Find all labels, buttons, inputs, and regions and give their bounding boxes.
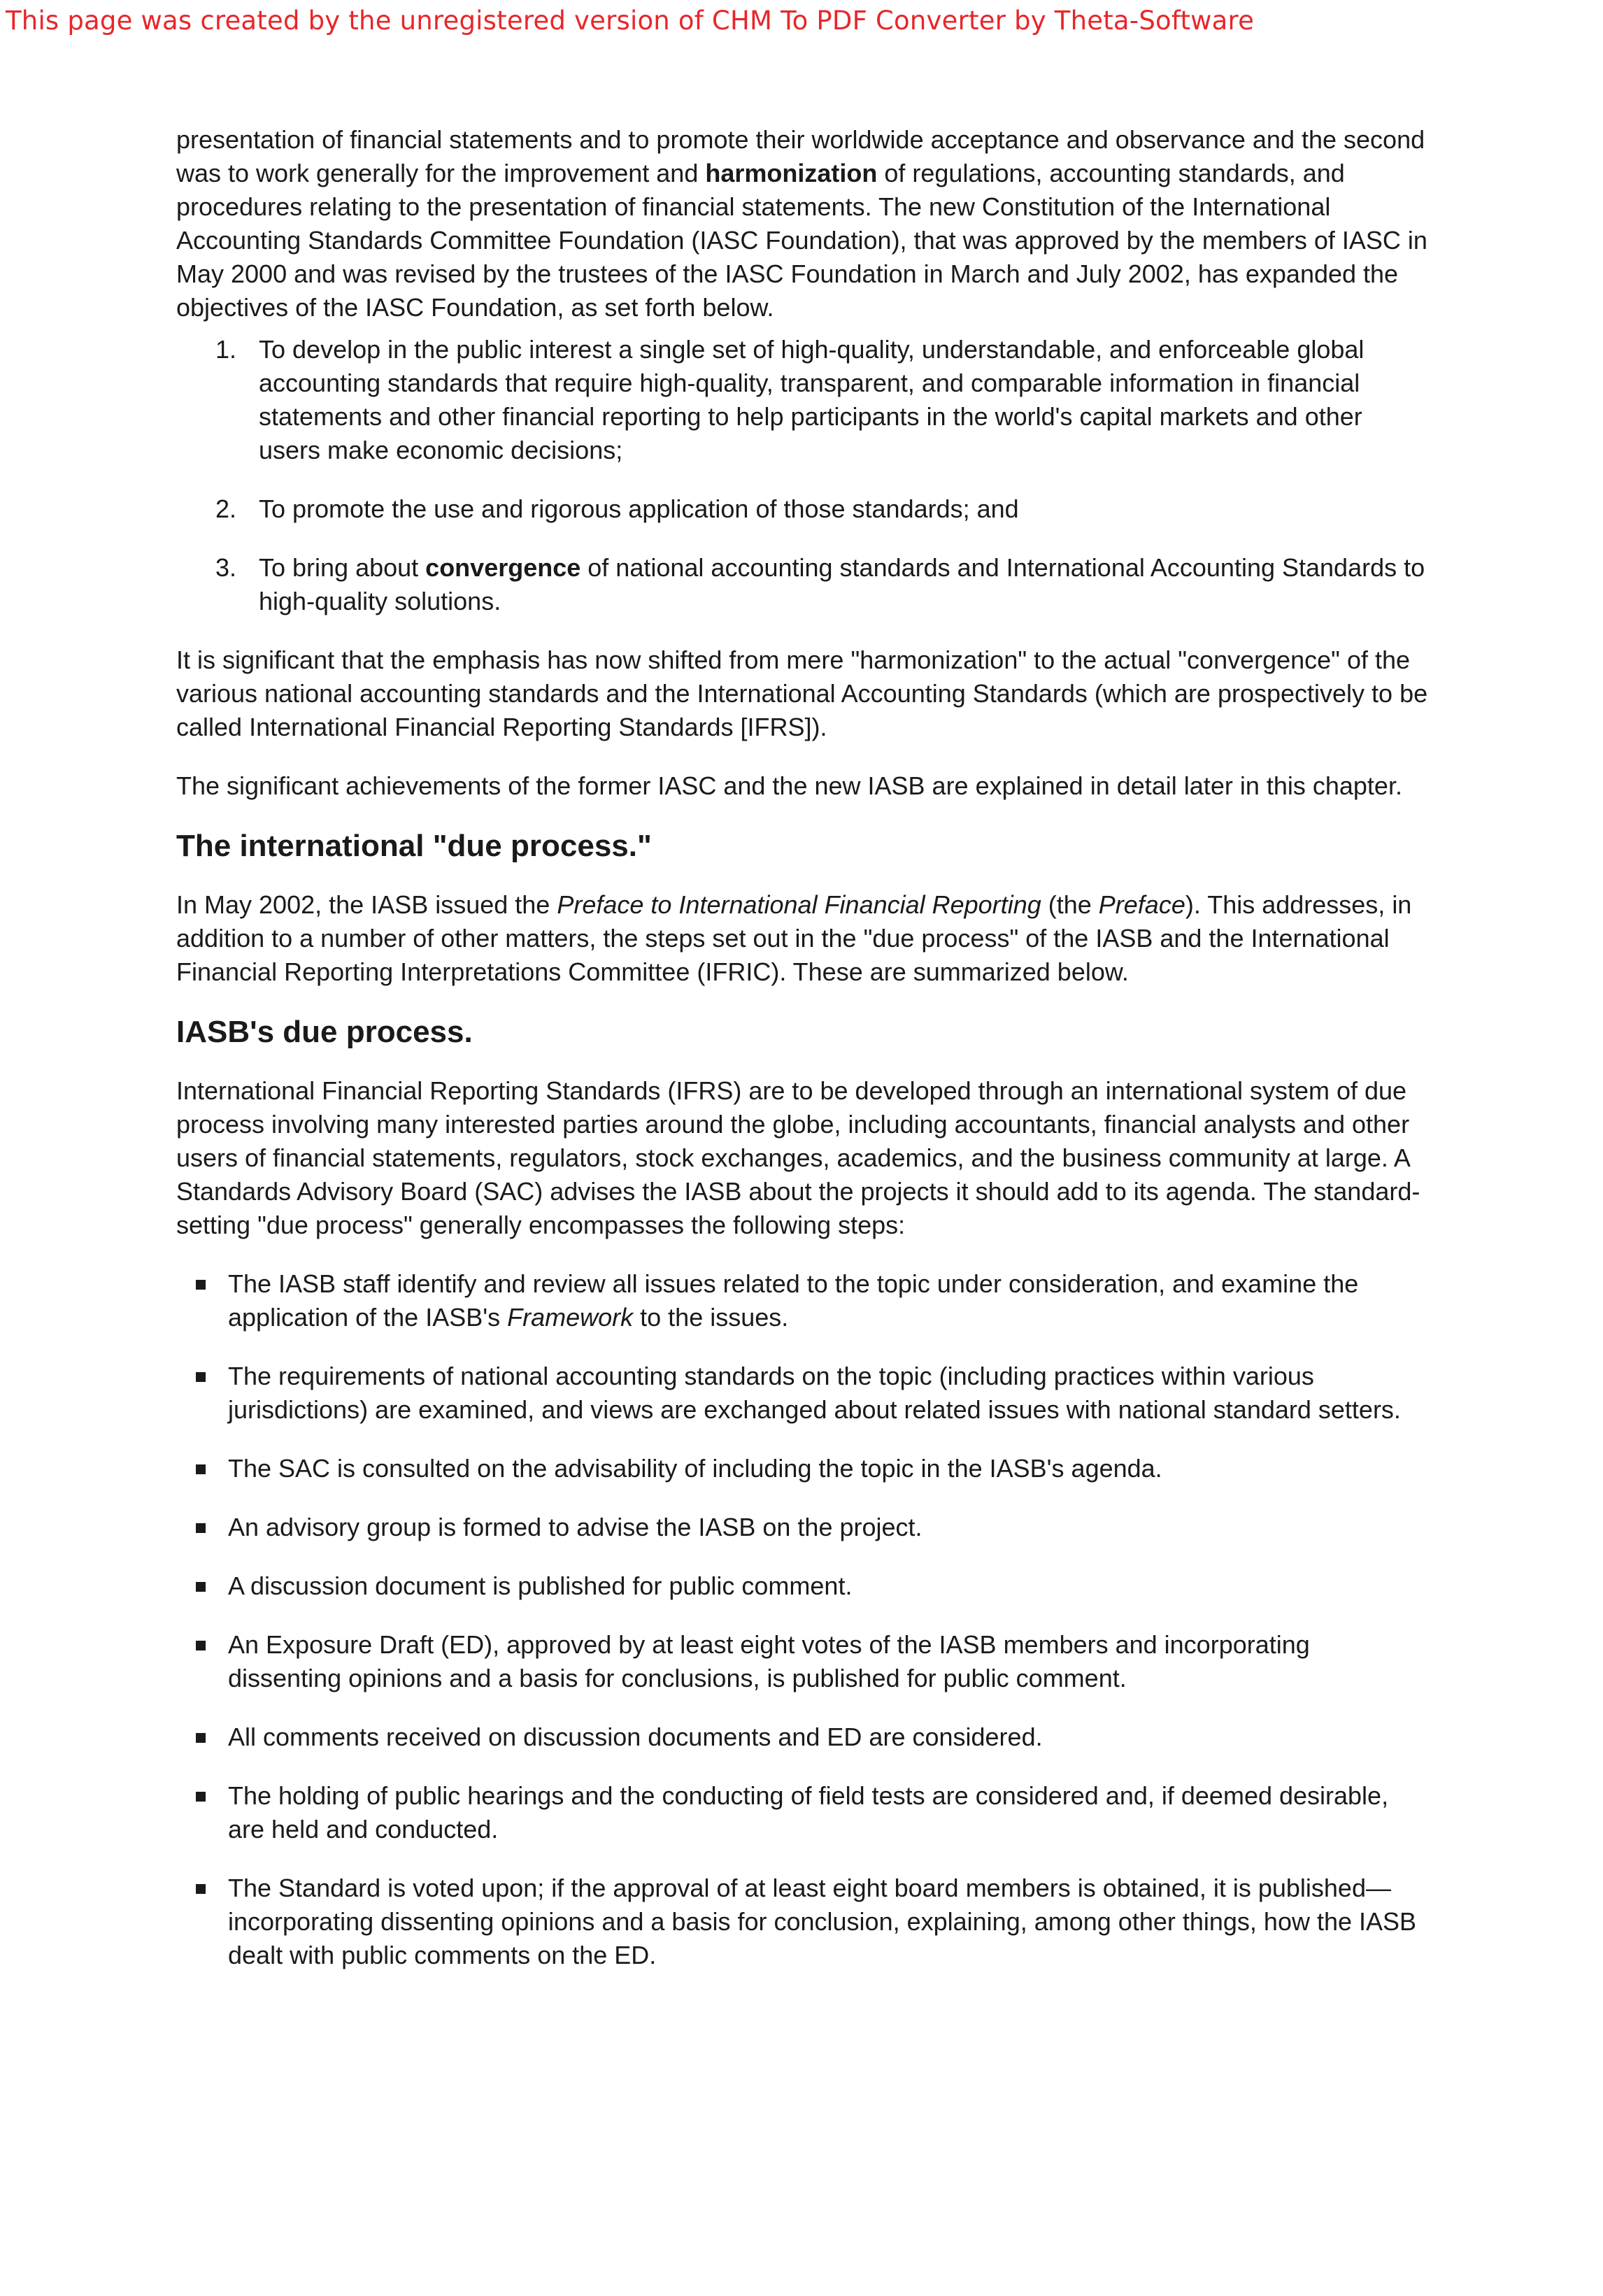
intro-text-1: presentation of financial statements and to promote their worldwide acceptance and observance and the second was to work generally for the improvement and [176, 125, 1425, 187]
preface-paragraph [176, 888, 1428, 989]
square-bullet-icon [196, 1523, 206, 1533]
heading-iasb-due-process: IASB's due process. [176, 1015, 473, 1049]
list-item-text: To develop in the public interest a single set of high-quality, understandable, and enforceable global accounting standards that require high-quality, transparent, and comparable information in financial statements and other financial reporting to help participants in the world's capital markets and other users make economic decisions; [259, 335, 1365, 464]
list-item-text: A discussion document is published for public comment. [228, 1571, 853, 1600]
achievements-paragraph: The significant achievements of the former IASC and the new IASB are explained in detail later in this chapter. [176, 771, 1402, 800]
convergence-term: convergence [425, 553, 581, 582]
list-item-text: To promote the use and rigorous application of those standards; and [259, 494, 1019, 523]
square-bullet-icon [196, 1372, 206, 1382]
harmonization-term: harmonization [705, 159, 878, 187]
objectives-list [176, 333, 1428, 618]
list-item [176, 1452, 1428, 1485]
steps-list [176, 1267, 1428, 1972]
list-item [176, 1267, 1428, 1334]
list-number: 3. [215, 553, 237, 582]
square-bullet-icon [196, 1792, 206, 1802]
list-number: 2. [215, 494, 237, 523]
list-item-text: The SAC is consulted on the advisability of including the topic in the IASB's agenda. [228, 1454, 1162, 1483]
document-body [176, 123, 1428, 1997]
list-item [176, 1360, 1428, 1427]
list-item-text: An advisory group is formed to advise the IASB on the project. [228, 1513, 922, 1541]
intro-paragraph [176, 123, 1428, 325]
ifrs-paragraph: International Financial Reporting Standards (IFRS) are to be developed through an international system of due process involving many interested parties around the globe, including accountants, financial analysts and other users of financial statements, regulators, stock exchanges, academics, and the business community at large. A Standards Advisory Board (SAC) advises the IASB about the projects it should add to its agenda. The standard-setting "due process" generally encompasses the following steps: [176, 1076, 1420, 1239]
list-item-text: of national accounting standards and International Accounting Standards to high-quality solutions. [259, 553, 1425, 615]
preface-text-3: ). This addresses, in addition to a number of other matters, the steps set out in the "due process" of the IASB and the International Financial Reporting Interpretations Committee (IFRIC). These are summarized below. [176, 890, 1412, 986]
list-item [176, 333, 1428, 467]
list-item [176, 1871, 1428, 1972]
list-item-text: to the issues. [633, 1303, 789, 1332]
emphasis-paragraph: It is significant that the emphasis has now shifted from mere "harmonization" to the actual "convergence" of the various national accounting standards and the International Accounting Standards (which are prospectively to be called International Financial Reporting Standards [IFRS]). [176, 646, 1428, 741]
intro-text-2: of regulations, accounting standards, and procedures relating to the presentation of financial statements. The new Constitution of the International Accounting Standards Committee Foundation (IASC Foundation), that was approved by the members of IASC in May 2000 and was revised by the trustees of the IASC Foundation in March and July 2002, has expanded the objectives of the IASC Foundation, as set forth below. [176, 159, 1427, 322]
square-bullet-icon [196, 1464, 206, 1474]
list-item [176, 1569, 1428, 1603]
list-number: 1. [215, 335, 237, 364]
list-item-text: The IASB staff identify and review all issues related to the topic under consideration, and examine the application of the IASB's [228, 1269, 1359, 1332]
preface-text-1: In May 2002, the IASB issued the [176, 890, 557, 919]
framework-term: Framework [507, 1303, 634, 1332]
list-item-text: The holding of public hearings and the conducting of field tests are considered and, if deemed desirable, are held and conducted. [228, 1781, 1389, 1844]
square-bullet-icon [196, 1884, 206, 1894]
list-item-text: The requirements of national accounting standards on the topic (including practices within various jurisdictions) are examined, and views are exchanged about related issues with national standard setters. [228, 1362, 1401, 1424]
square-bullet-icon [196, 1641, 206, 1650]
preface-title: Preface to International Financial Reporting [557, 890, 1041, 919]
list-item-text: An Exposure Draft (ED), approved by at least eight votes of the IASB members and incorporating dissenting opinions and a basis for conclusions, is published for public comment. [228, 1630, 1310, 1692]
list-item [176, 1511, 1428, 1544]
preface-short-title: Preface [1098, 890, 1185, 919]
square-bullet-icon [196, 1280, 206, 1290]
square-bullet-icon [196, 1582, 206, 1592]
list-item-text: To bring about [259, 553, 426, 582]
preface-text-2: (the [1041, 890, 1099, 919]
list-item [176, 1779, 1428, 1846]
converter-watermark: This page was created by the unregistered version of CHM To PDF Converter by Theta-Software [6, 6, 1255, 36]
heading-due-process: The international "due process." [176, 829, 652, 863]
list-item [176, 1720, 1428, 1754]
list-item [176, 551, 1428, 618]
list-item-text: The Standard is voted upon; if the approval of at least eight board members is obtained, it is published—incorporating dissenting opinions and a basis for conclusion, explaining, among other things, how the IASB dealt with public comments on the ED. [228, 1874, 1417, 1969]
square-bullet-icon [196, 1733, 206, 1743]
list-item [176, 1628, 1428, 1695]
list-item-text: All comments received on discussion documents and ED are considered. [228, 1723, 1043, 1751]
list-item [176, 492, 1428, 526]
